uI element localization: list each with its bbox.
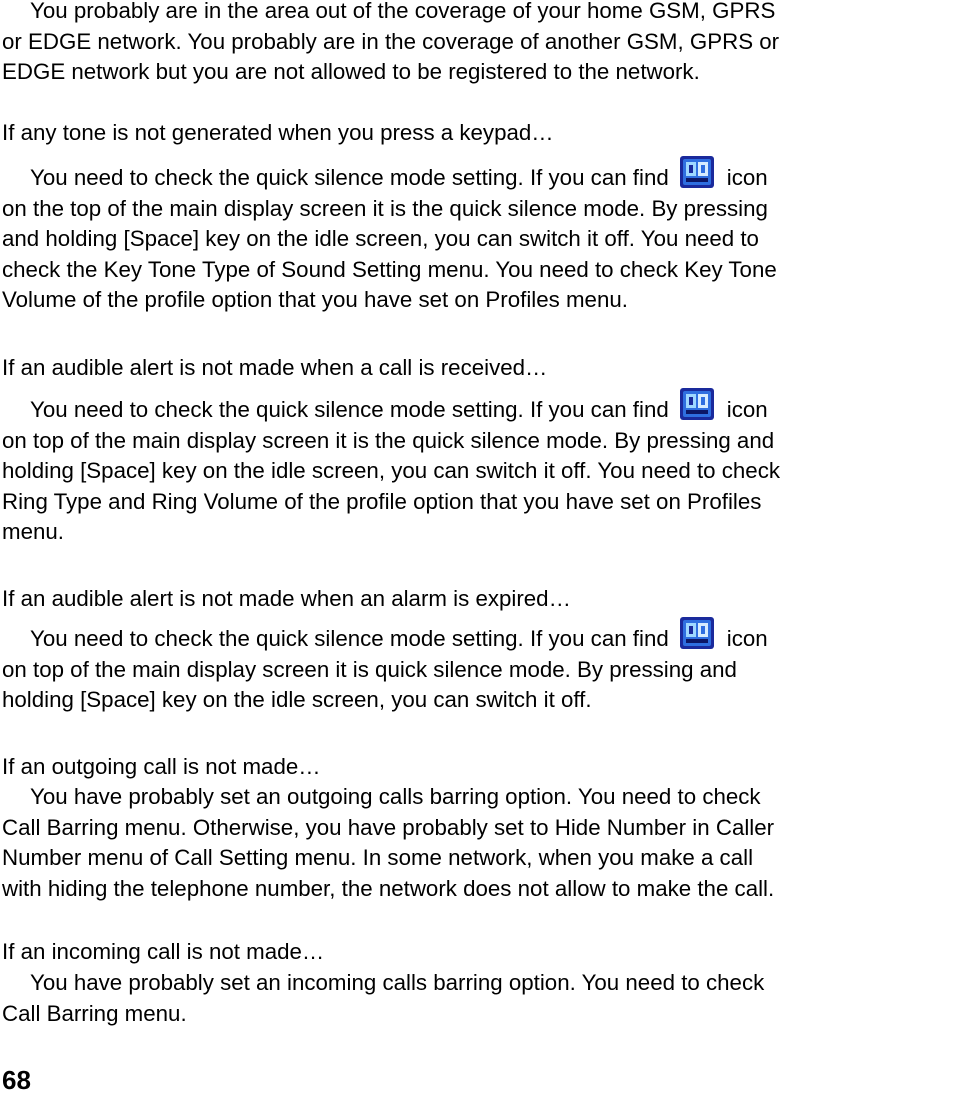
outgoing-call-heading: If an outgoing call is not made… (2, 754, 321, 779)
quick-silence-mode-icon (677, 624, 717, 654)
paragraph-line: menu. (2, 519, 64, 544)
paragraph-text: icon (726, 397, 768, 422)
paragraph-line: You have probably set an incoming calls barring option. You need to check (30, 970, 765, 995)
paragraph-line-with-icon (2, 163, 954, 194)
paragraph-line: Call Barring menu. (2, 1000, 187, 1026)
paragraph-line: on top of the main display screen it is the quick silence mode. By pressing and (2, 427, 775, 453)
paragraph-text: You need to check the quick silence mode setting. If you can find (30, 165, 669, 190)
incoming-call-paragraph (2, 968, 954, 1029)
paragraph-text: You need to check the quick silence mode setting. If you can find (30, 397, 669, 422)
alarm-alert-heading: If an audible alert is not made when an alarm is expired… (2, 586, 571, 611)
paragraph-line: Number menu of Call Setting menu. In some network, when you make a call (2, 845, 754, 870)
outgoing-call-paragraph (2, 782, 954, 904)
paragraph-line: or EDGE network. You probably are in the coverage of another GSM, GPRS or (2, 28, 780, 54)
paragraph-line: on top of the main display screen it is quick silence mode. By pressing and (2, 656, 737, 682)
paragraph-line: holding [Space] key on the idle screen, you can switch it off. (2, 687, 592, 712)
paragraph-line: Volume of the profile option that you have set on Profiles menu. (2, 287, 628, 312)
paragraph-line: holding [Space] key on the idle screen, you can switch it off. You need to check (2, 458, 781, 483)
keypad-tone-heading: If any tone is not generated when you press a keypad… (2, 120, 554, 145)
paragraph-line: You probably are in the area out of the coverage of your home GSM, GPRS (30, 0, 776, 23)
page-number: 68 (2, 1065, 31, 1095)
paragraph-line: check the Key Tone Type of Sound Setting menu. You need to check Key Tone (2, 256, 777, 282)
paragraph-line: Ring Type and Ring Volume of the profile option that you have set on Profiles (2, 488, 762, 514)
quick-silence-mode-icon (677, 395, 717, 425)
quick-silence-mode-icon (677, 163, 717, 193)
paragraph-line: with hiding the telephone number, the network does not allow to make the call. (2, 875, 775, 901)
paragraph-text: icon (726, 165, 768, 190)
paragraph-line: and holding [Space] key on the idle screen, you can switch it off. You need to (2, 226, 759, 251)
keypad-tone-paragraph (2, 163, 954, 316)
home-network-paragraph (2, 0, 954, 88)
paragraph-line: EDGE network but you are not allowed to be registered to the network. (2, 59, 700, 84)
incoming-call-heading: If an incoming call is not made… (2, 939, 325, 964)
paragraph-line: Call Barring menu. Otherwise, you have probably set to Hide Number in Caller (2, 814, 775, 840)
paragraph-text: You need to check the quick silence mode setting. If you can find (30, 626, 669, 651)
paragraph-text: icon (726, 626, 768, 651)
call-alert-heading: If an audible alert is not made when a call is received… (2, 355, 548, 380)
paragraph-line-with-icon (2, 624, 954, 655)
call-alert-paragraph (2, 395, 954, 548)
paragraph-line: on the top of the main display screen it is the quick silence mode. By pressing (2, 195, 768, 221)
paragraph-line: You have probably set an outgoing calls barring option. You need to check (30, 784, 761, 809)
alarm-alert-paragraph (2, 624, 954, 716)
paragraph-line-with-icon (2, 395, 954, 426)
